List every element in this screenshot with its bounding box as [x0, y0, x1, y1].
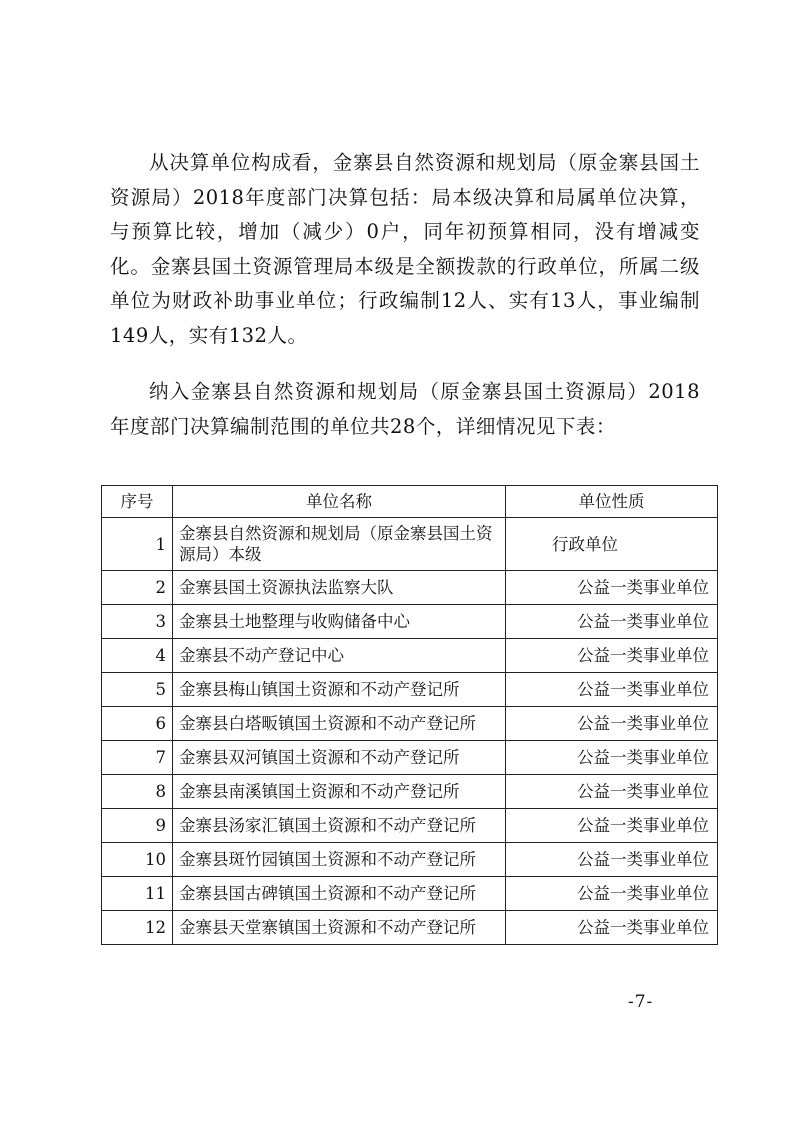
- row-index: 8: [102, 775, 173, 809]
- row-unit-name: 金寨县白塔畈镇国土资源和不动产登记所: [173, 707, 506, 741]
- row-unit-nature: 公益一类事业单位: [506, 843, 718, 877]
- row-unit-nature: 行政单位: [506, 518, 718, 571]
- row-unit-name: 金寨县汤家汇镇国土资源和不动产登记所: [173, 809, 506, 843]
- body-paragraph-unit-composition: 从决算单位构成看，金寨县自然资源和规划局（原金寨县国土资源局）2018年度部门决算包括：局本级决算和局属单位决算，与预算比较，增加（减少）0户，同年初预算相同，没有增减变化。金寨县国土资源管理局本级是全额拨款的行政单位，所属二级单位为财政补助事业单位；行政编制12人、实有13人，事业编制149人，实有132人。: [110, 151, 700, 347]
- row-index: 6: [102, 707, 173, 741]
- table-row: [102, 673, 718, 707]
- row-index: 10: [102, 843, 173, 877]
- row-unit-name: 金寨县天堂寨镇国土资源和不动产登记所: [173, 911, 506, 945]
- row-index: 1: [102, 518, 173, 571]
- row-index: 12: [102, 911, 173, 945]
- row-index: 5: [102, 673, 173, 707]
- table-row: [102, 639, 718, 673]
- row-unit-name: 金寨县梅山镇国土资源和不动产登记所: [173, 673, 506, 707]
- row-unit-name: 金寨县斑竹园镇国土资源和不动产登记所: [173, 843, 506, 877]
- row-unit-name: 金寨县国古碑镇国土资源和不动产登记所: [173, 877, 506, 911]
- row-index: 11: [102, 877, 173, 911]
- row-unit-nature: 公益一类事业单位: [506, 775, 718, 809]
- row-index: 7: [102, 741, 173, 775]
- row-unit-nature: 公益一类事业单位: [506, 911, 718, 945]
- row-unit-name: 金寨县双河镇国土资源和不动产登记所: [173, 741, 506, 775]
- row-unit-nature: 公益一类事业单位: [506, 877, 718, 911]
- row-unit-name: 金寨县国土资源执法监察大队: [173, 571, 506, 605]
- body-paragraph-unit-count: 纳入金寨县自然资源和规划局（原金寨县国土资源局）2018年度部门决算编制范围的单位共28个，详细情况见下表：: [110, 380, 700, 438]
- row-unit-nature: 公益一类事业单位: [506, 809, 718, 843]
- table-header-row: [102, 486, 718, 518]
- table-row: [102, 843, 718, 877]
- table-row: [102, 571, 718, 605]
- row-index: 2: [102, 571, 173, 605]
- table-row: [102, 775, 718, 809]
- table-row: [102, 707, 718, 741]
- row-index: 3: [102, 605, 173, 639]
- table-row: [102, 741, 718, 775]
- table-row: [102, 911, 718, 945]
- header-unit-nature: 单位性质: [506, 486, 718, 518]
- row-unit-nature: 公益一类事业单位: [506, 639, 718, 673]
- row-unit-name: 金寨县自然资源和规划局（原金寨县国土资源局）本级: [173, 518, 506, 571]
- row-unit-name: 金寨县不动产登记中心: [173, 639, 506, 673]
- row-unit-nature: 公益一类事业单位: [506, 571, 718, 605]
- unit-table: [101, 485, 718, 945]
- table-row: [102, 809, 718, 843]
- row-unit-name: 金寨县土地整理与收购储备中心: [173, 605, 506, 639]
- row-unit-nature: 公益一类事业单位: [506, 741, 718, 775]
- table-row: [102, 605, 718, 639]
- row-unit-nature: 公益一类事业单位: [506, 673, 718, 707]
- header-unit-name: 单位名称: [173, 486, 506, 518]
- table-row: [102, 518, 718, 571]
- page-number: -7-: [628, 992, 654, 1012]
- row-unit-nature: 公益一类事业单位: [506, 605, 718, 639]
- table-row: [102, 877, 718, 911]
- row-unit-name: 金寨县南溪镇国土资源和不动产登记所: [173, 775, 506, 809]
- row-unit-nature: 公益一类事业单位: [506, 707, 718, 741]
- header-index: 序号: [102, 486, 173, 518]
- row-index: 4: [102, 639, 173, 673]
- row-index: 9: [102, 809, 173, 843]
